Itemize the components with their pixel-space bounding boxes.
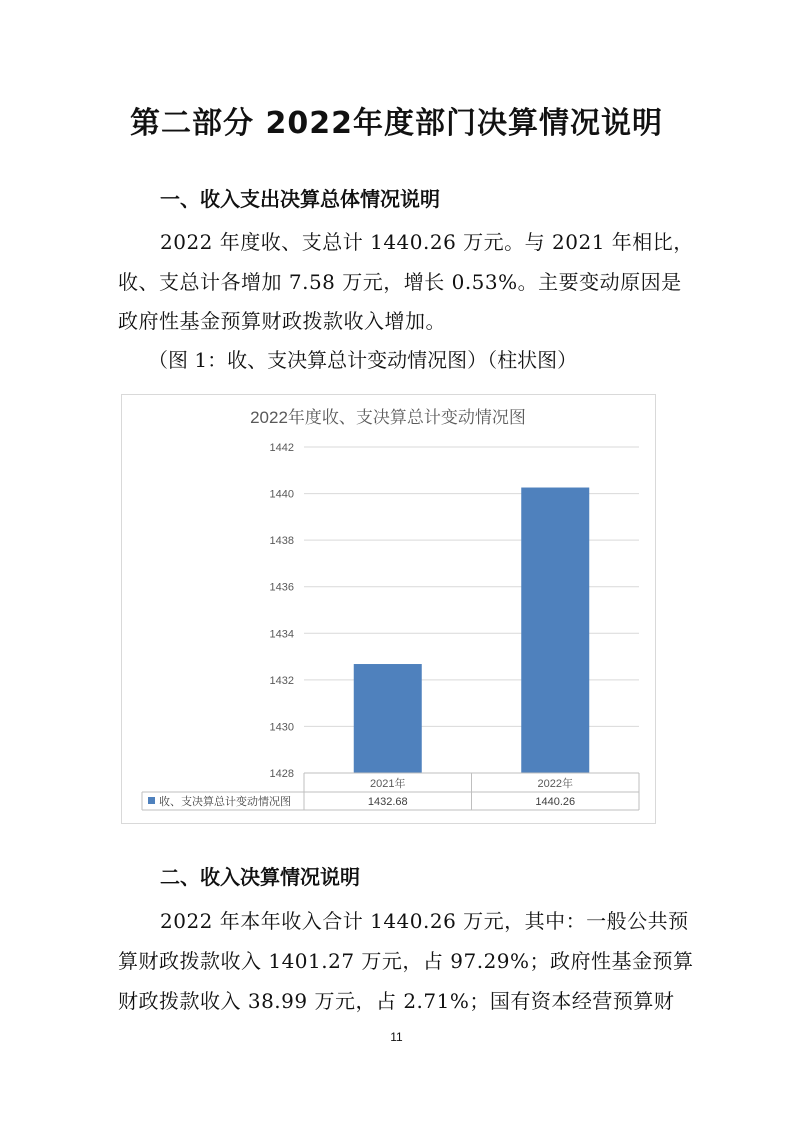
y-tick-label: 1440 bbox=[269, 488, 294, 501]
legend-swatch bbox=[148, 797, 155, 804]
section-heading-income: 二、收入决算情况说明 bbox=[160, 865, 360, 889]
y-tick-label: 1432 bbox=[269, 674, 294, 687]
paragraph-line: 2022 年本年收入合计 1440.26 万元，其中：一般公共预 bbox=[160, 909, 689, 933]
page-title: 第二部分 2022年度部门决算情况说明 bbox=[130, 106, 663, 141]
figure-caption: （图 1：收、支决算总计变动情况图）（柱状图） bbox=[148, 348, 578, 372]
y-tick-label: 1430 bbox=[269, 721, 294, 734]
y-tick-label: 1438 bbox=[269, 535, 294, 548]
paragraph-line: 算财政拨款收入 1401.27 万元，占 97.29%；政府性基金预算 bbox=[118, 949, 694, 973]
bar-chart bbox=[121, 394, 656, 824]
paragraph-line: 政府性基金预算财政拨款收入增加。 bbox=[118, 309, 446, 333]
x-tick-label: 2022年 bbox=[537, 778, 573, 790]
section-heading-overview: 一、收入支出决算总体情况说明 bbox=[160, 187, 440, 211]
y-tick-label: 1434 bbox=[269, 628, 294, 641]
paragraph-line: 收、支总计各增加 7.58 万元，增长 0.53%。主要变动原因是 bbox=[118, 270, 682, 294]
paragraph-line: 2022 年度收、支总计 1440.26 万元。与 2021 年相比， bbox=[160, 230, 694, 254]
data-label: 1432.68 bbox=[367, 796, 408, 808]
legend-label: 收、支决算总计变动情况图 bbox=[159, 796, 291, 808]
bar-2021年 bbox=[354, 664, 422, 773]
y-tick-label: 1428 bbox=[269, 768, 294, 780]
bar-2022年 bbox=[521, 488, 589, 773]
y-tick-label: 1442 bbox=[269, 442, 294, 454]
data-label: 1440.26 bbox=[535, 796, 576, 808]
bar-chart-svg bbox=[122, 395, 655, 823]
paragraph-line: 财政拨款收入 38.99 万元，占 2.71%；国有资本经营预算财 bbox=[118, 989, 675, 1013]
chart-title: 2022年度收、支决算总计变动情况图 bbox=[250, 408, 526, 427]
page-number: 11 bbox=[390, 1030, 403, 1044]
y-tick-label: 1436 bbox=[269, 581, 294, 594]
x-tick-label: 2021年 bbox=[370, 778, 406, 790]
